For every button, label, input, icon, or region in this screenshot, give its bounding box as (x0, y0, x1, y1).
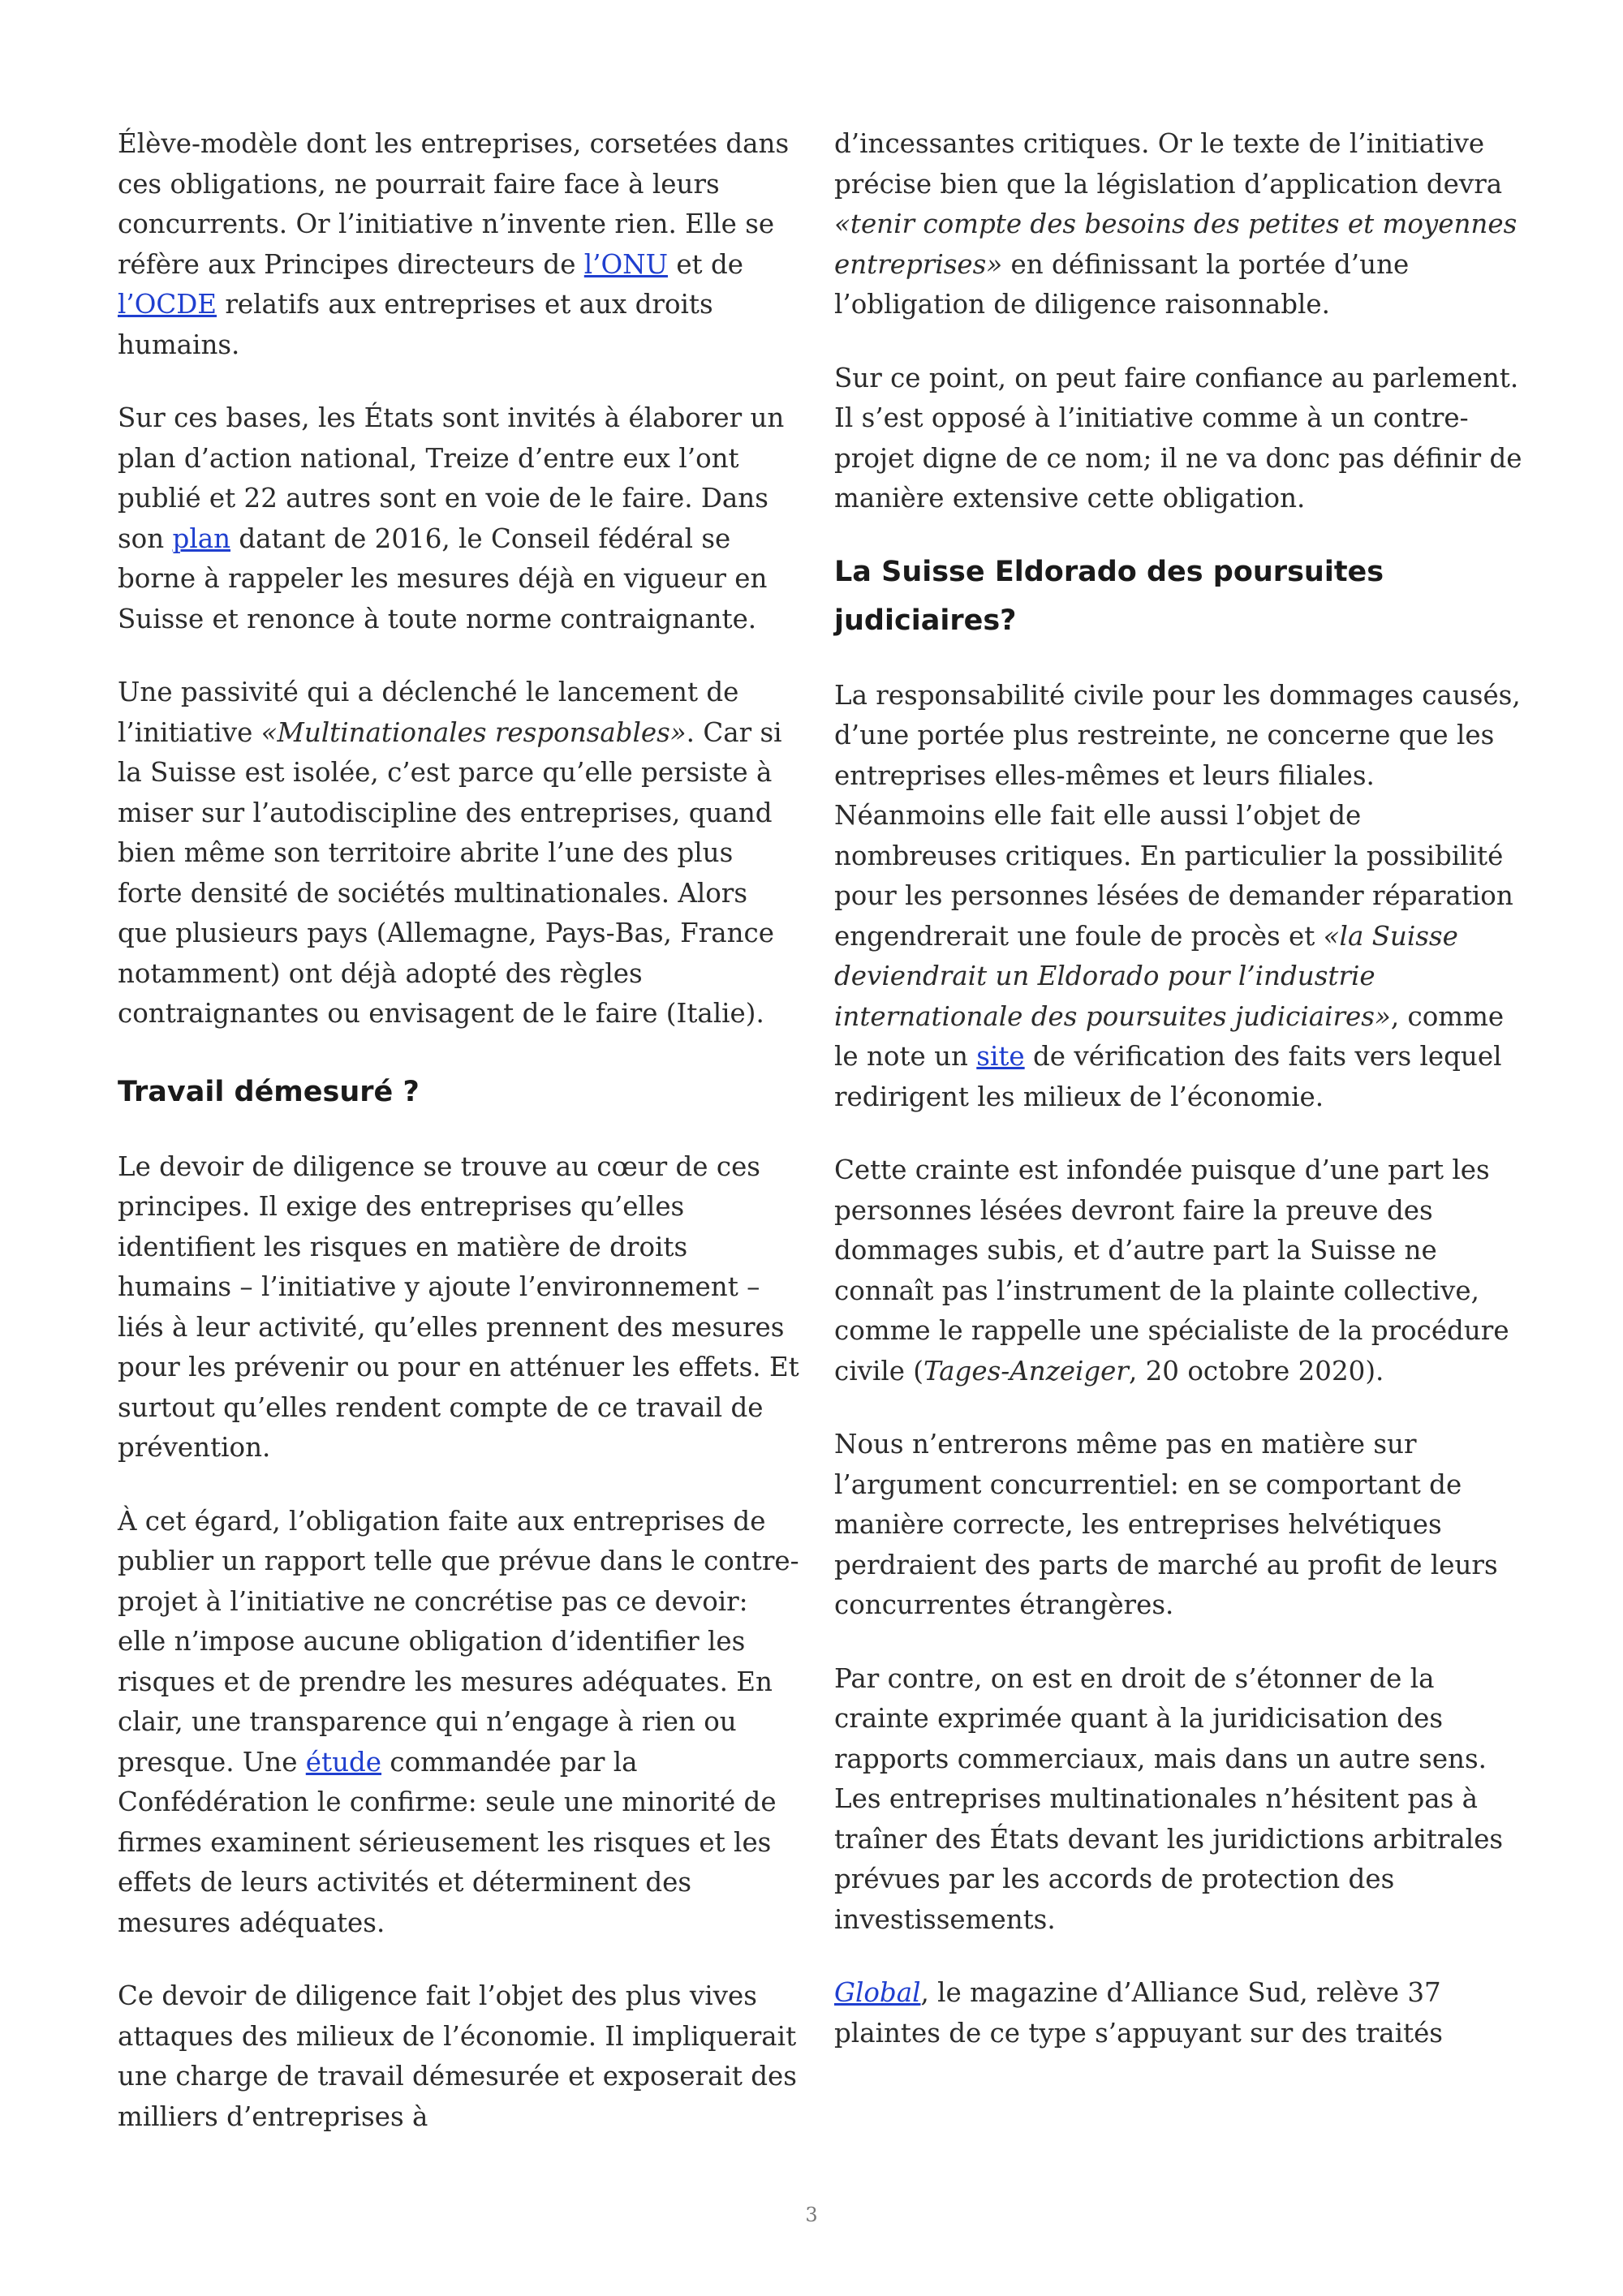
paragraph: Sur ce point, on peut faire confiance au parlement. Il s’est opposé à l’initiative comme à un contre-projet digne de ce nom; il ne va donc pas définir de manière extensive cette obligation. (834, 362, 1522, 514)
site-link[interactable]: site (976, 1041, 1025, 1072)
paragraph-text: relatifs aux entreprises et aux droits humains. (118, 289, 713, 360)
italic-quote: «tenir compte des besoins des petites et moyennes entreprises» (834, 209, 1518, 280)
paragraph (834, 1973, 1524, 2053)
paragraph-text: et de (667, 248, 743, 280)
italic-quote: «la Suisse deviendrait un Eldorado pour l’industrie internationale des poursuites judiciaires» (834, 920, 1458, 1032)
right-column (834, 124, 1524, 2087)
paragraph (118, 124, 799, 365)
onu-link[interactable]: l’ONU (583, 248, 668, 280)
global-link[interactable]: Global (834, 1977, 921, 2008)
paragraph-text: , 20 octobre 2020). (1128, 1355, 1384, 1387)
left-column (118, 124, 799, 2170)
paragraph: Par contre, on est en droit de s’étonner de la crainte exprimée quant à la juridicisation des rapports commerciaux, mais dans un autre sens. Les entreprises multinationales n’hésitent pas à traîner des États devant les juridictions arbitrales prévues par les accords de protection des investissements. (834, 1662, 1504, 1935)
section-heading: La Suisse Eldorado des poursuites judiciaires? (834, 555, 1384, 637)
paragraph-text: Sur ces bases, les États sont invités à élaborer un plan d’action national, Treize d’entre eux l’ont publié et 22 autres sont en voie de le faire. Dans son (118, 402, 785, 554)
paragraph-text: de vérification des faits vers lequel redirigent les milieux de l’économie. (834, 1041, 1502, 1112)
paragraph (834, 1150, 1524, 1391)
paragraph-text: La responsabilité civile pour les dommages causés, d’une portée plus restreinte, ne concerne que les entreprises elles-mêmes et leurs filiales. Néanmoins elle fait elle aussi l’objet de nombreuses critiques. En particulier la possibilité pour les personnes lésées de demander réparation engendrerait une foule de procès et (834, 679, 1521, 952)
newspaper-name: Tages-Anzeiger (923, 1355, 1129, 1387)
paragraph: Nous n’entrerons même pas en matière sur l’argument concurrentiel: en se comportant de manière correcte, les entreprises helvétiques perdraient des parts de marché au profit de leurs concurrentes étrangères. (834, 1429, 1498, 1620)
paragraph-text: . Car si la Suisse est isolée, c’est parce qu’elle persiste à miser sur l’autodiscipline des entreprises, quand bien même son territoire abrite l’une des plus forte densité de sociétés multinationales. Alors que plusieurs pays (Allemagne, Pays-Bas, France notamment) ont déjà adopté des règles contraignantes ou envisagent de le faire (Italie). (118, 716, 782, 1029)
paragraph-text: Une passivité qui a déclenché le lancement de l’initiative (118, 677, 739, 748)
paragraph (834, 676, 1524, 1118)
paragraph-text: Cette crainte est infondée puisque d’une part les personnes lésées devront faire la preuve des dommages subis, et d’autre part la Suisse ne connaît pas l’instrument de la plainte collective, comme le rappelle une spécialiste de la procédure civile ( (834, 1154, 1509, 1387)
section-heading: Travail démesuré ? (118, 1075, 420, 1108)
etude-link[interactable]: étude (305, 1746, 382, 1778)
paragraph-text: , le magazine d’Alliance Sud, relève 37 plaintes de ce type s’appuyant sur des traités (834, 1977, 1443, 2049)
paragraph (118, 398, 799, 639)
paragraph-text: datant de 2016, le Conseil fédéral se borne à rappeler les mesures déjà en vigueur en Suisse et renonce à toute norme contraignante. (118, 522, 768, 634)
ocde-link[interactable]: l’OCDE (118, 289, 217, 320)
paragraph-text: Élève-modèle dont les entreprises, corsetées dans ces obligations, ne pourrait faire face à leurs concurrents. Or l’initiative n’invente rien. Elle se réfère aux Principes directeurs de (118, 128, 790, 280)
paragraph (118, 673, 799, 1034)
paragraph-text: en définissant la portée d’une l’obligation de diligence raisonnable. (834, 248, 1410, 320)
paragraph: Ce devoir de diligence fait l’objet des plus vives attaques des milieux de l’économie. Il impliquerait une charge de travail démesurée et exposerait des milliers d’entreprises à (118, 1980, 797, 2132)
paragraph-text: d’incessantes critiques. Or le texte de l’initiative précise bien que la législation d’application devra (834, 128, 1503, 200)
paragraph-text: À cet égard, l’obligation faite aux entreprises de publier un rapport telle que prévue dans le contre-projet à l’initiative ne concrétise pas ce devoir: elle n’impose aucune obligation d’identifier les risques et de prendre les mesures adéquates. En clair, une transparence qui n’engage à rien ou presque. Une (118, 1505, 799, 1778)
paragraph-text: , comme le note un (834, 1000, 1505, 1072)
paragraph (834, 124, 1524, 325)
paragraph-text: commandée par la Confédération le confirme: seule une minorité de firmes examinent sérieusement les risques et les effets de leurs activités et déterminent des mesures adéquates. (118, 1746, 777, 1938)
plan-link[interactable]: plan (172, 522, 231, 554)
paragraph: Le devoir de diligence se trouve au cœur de ces principes. Il exige des entreprises qu’elles identifient les risques en matière de droits humains – l’initiative y ajoute l’environnement – liés à leur activité, qu’elles prennent des mesures pour les prévenir ou pour en atténuer les effets. Et surtout qu’elles rendent compte de ce travail de prévention. (118, 1150, 799, 1463)
italic-quote: «Multinationales responsables» (260, 716, 687, 748)
page-number: 3 (805, 2204, 818, 2226)
paragraph (118, 1502, 799, 1944)
